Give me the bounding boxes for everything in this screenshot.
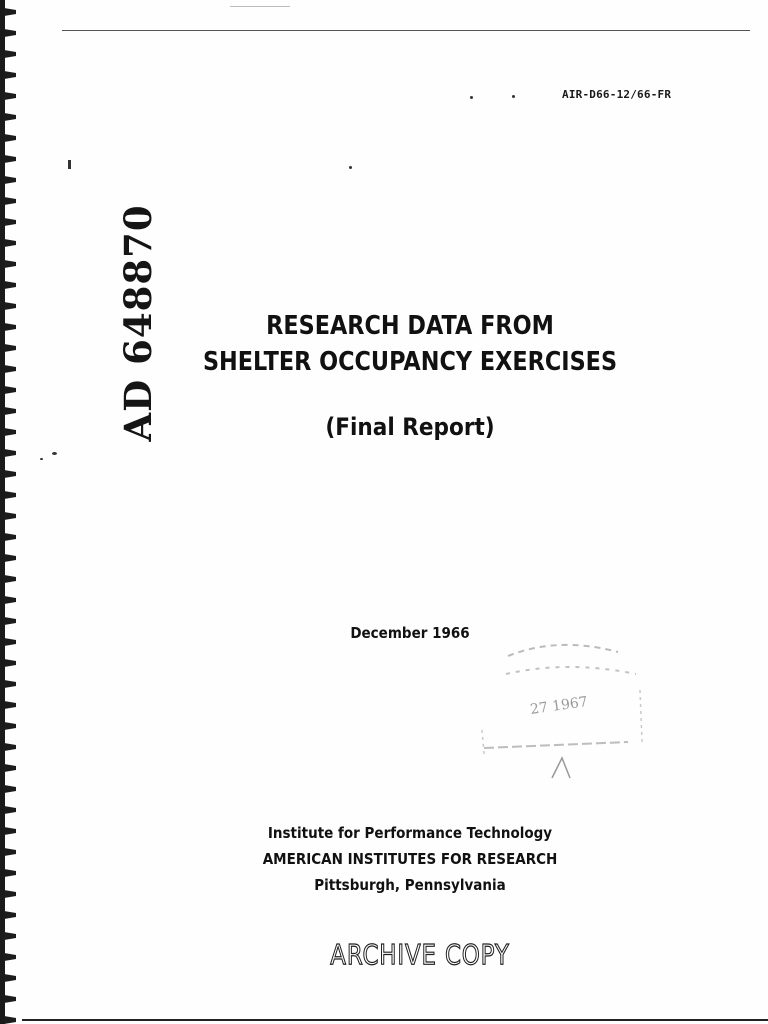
scan-speck bbox=[512, 95, 515, 98]
binding-ring bbox=[4, 344, 16, 352]
scan-speck bbox=[40, 458, 43, 460]
institution-line-3: Pittsburgh, Pennsylvania bbox=[314, 876, 506, 894]
binding-ring bbox=[4, 890, 16, 898]
binding-ring bbox=[4, 239, 16, 247]
binding-ring bbox=[4, 533, 16, 541]
accession-number-block bbox=[116, 204, 160, 442]
binding-ring bbox=[4, 848, 16, 856]
binding-ring bbox=[4, 8, 16, 16]
binding-ring bbox=[4, 785, 16, 793]
binding-ring bbox=[4, 449, 16, 457]
institution-block bbox=[221, 820, 599, 898]
binding-ring bbox=[4, 680, 16, 688]
binding-ring bbox=[4, 134, 16, 142]
scan-speck bbox=[349, 166, 352, 169]
title-line-1: RESEARCH DATA FROM bbox=[266, 311, 554, 341]
binding-ring bbox=[4, 764, 16, 772]
report-subtitle: (Final Report) bbox=[325, 413, 495, 441]
binding-ring bbox=[4, 197, 16, 205]
binding-ring bbox=[4, 932, 16, 940]
binding-ring bbox=[4, 617, 16, 625]
binding-ring bbox=[4, 302, 16, 310]
binding-ring bbox=[4, 365, 16, 373]
binding-ring bbox=[4, 953, 16, 961]
spiral-binding bbox=[0, 0, 22, 1024]
report-title bbox=[186, 308, 633, 380]
binding-ring bbox=[4, 659, 16, 667]
binding-ring bbox=[4, 638, 16, 646]
binding-ring bbox=[4, 323, 16, 331]
binding-ring bbox=[4, 218, 16, 226]
binding-ring bbox=[4, 1016, 16, 1024]
binding-ring bbox=[4, 176, 16, 184]
report-date: December 1966 bbox=[350, 624, 470, 642]
binding-graphic bbox=[0, 0, 22, 1024]
binding-ring bbox=[4, 701, 16, 709]
binding-ring bbox=[4, 92, 16, 100]
binding-ring bbox=[4, 743, 16, 751]
binding-ring bbox=[4, 596, 16, 604]
top-faint-rule bbox=[230, 6, 290, 7]
binding-ring bbox=[4, 155, 16, 163]
stamp-date: 27 1967 bbox=[529, 694, 589, 718]
binding-ring bbox=[4, 911, 16, 919]
binding-ring bbox=[4, 806, 16, 814]
binding-ring bbox=[4, 407, 16, 415]
accession-number: AD 648870 bbox=[116, 204, 160, 442]
binding-ring bbox=[4, 869, 16, 877]
top-rule bbox=[62, 30, 750, 31]
scan-speck bbox=[470, 96, 473, 99]
binding-ring bbox=[4, 281, 16, 289]
binding-ring bbox=[4, 722, 16, 730]
institution-line-2: AMERICAN INSTITUTES FOR RESEARCH bbox=[262, 850, 558, 868]
binding-ring bbox=[4, 575, 16, 583]
bottom-rule bbox=[22, 1019, 768, 1021]
binding-ring bbox=[4, 386, 16, 394]
binding-ring bbox=[4, 113, 16, 121]
binding-ring bbox=[4, 71, 16, 79]
scan-speck bbox=[68, 160, 71, 169]
binding-ring bbox=[4, 512, 16, 520]
binding-ring bbox=[4, 491, 16, 499]
institution-line-1: Institute for Performance Technology bbox=[267, 824, 553, 842]
title-line-2: SHELTER OCCUPANCY EXERCISES bbox=[202, 347, 618, 377]
binding-ring bbox=[4, 827, 16, 835]
archive-copy-label: ARCHIVE COPY bbox=[330, 938, 510, 971]
binding-ring bbox=[4, 995, 16, 1003]
binding-ring bbox=[4, 554, 16, 562]
binding-ring bbox=[4, 428, 16, 436]
binding-ring bbox=[4, 50, 16, 58]
binding-ring bbox=[4, 974, 16, 982]
scan-speck bbox=[52, 452, 57, 455]
binding-ring bbox=[4, 470, 16, 478]
binding-ring bbox=[4, 260, 16, 268]
binding-ring bbox=[4, 29, 16, 37]
report-number: AIR-D66-12/66-FR bbox=[562, 88, 672, 101]
